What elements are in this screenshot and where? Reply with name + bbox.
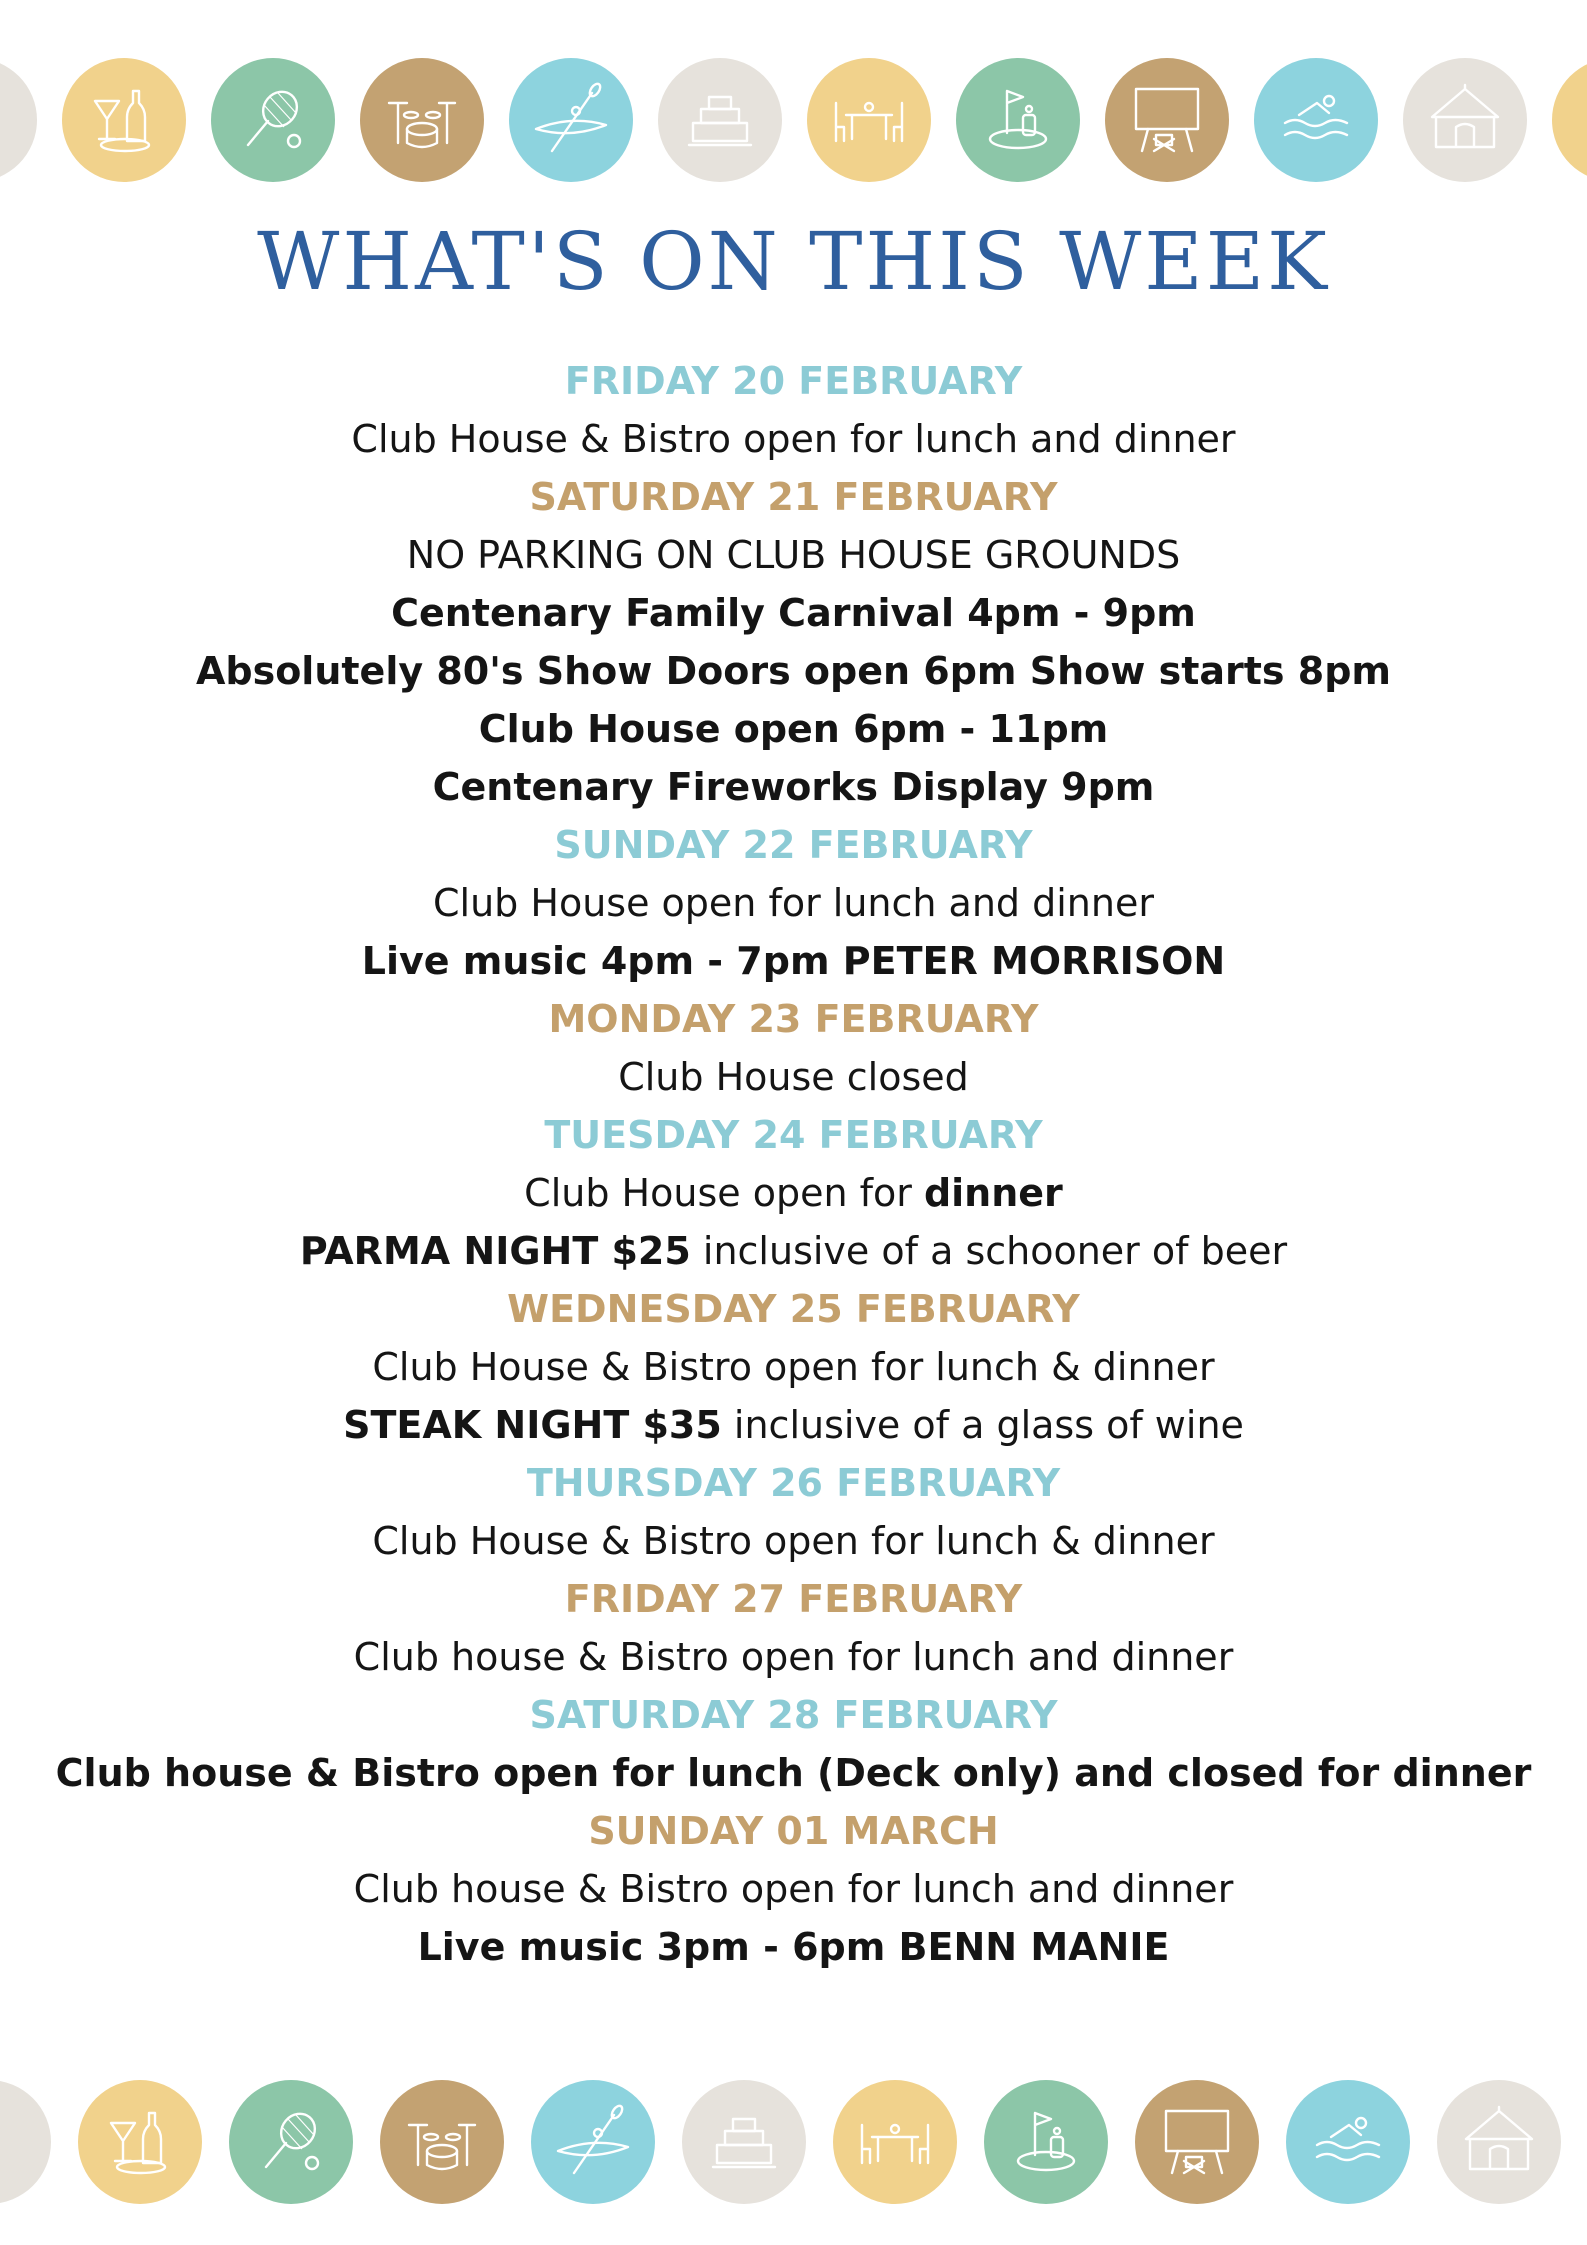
golf-icon	[956, 58, 1080, 182]
event-text: inclusive of a schooner of beer	[690, 1229, 1288, 1273]
event-line: Live music 4pm - 7pm PETER MORRISON	[361, 939, 1226, 983]
day-heading: WEDNESDAY 25 FEBRUARY	[507, 1287, 1080, 1331]
event-line: Club house & Bistro open for lunch (Deck only) and closed for dinner	[55, 1751, 1532, 1795]
swimming-icon	[1286, 2080, 1410, 2204]
event-line: NO PARKING ON CLUB HOUSE GROUNDS	[406, 533, 1181, 577]
day-heading: MONDAY 23 FEBRUARY	[548, 997, 1039, 1041]
dining-table-icon	[807, 58, 931, 182]
event-line: Club House & Bistro open for lunch and dinner	[351, 417, 1236, 461]
event-text: inclusive of a glass of wine	[721, 1403, 1244, 1447]
top-icon-banner	[0, 58, 1587, 188]
day-heading: TUESDAY 24 FEBRUARY	[544, 1113, 1043, 1157]
day-heading: SUNDAY 22 FEBRUARY	[554, 823, 1033, 867]
dining-table-icon	[833, 2080, 957, 2204]
event-line: Club House & Bistro open for lunch & dinner	[372, 1519, 1215, 1563]
day-heading: SATURDAY 28 FEBRUARY	[529, 1693, 1058, 1737]
event-line	[0, 1396, 1587, 1454]
marquee-tent-icon	[1437, 2080, 1561, 2204]
event-line: Club house & Bistro open for lunch and dinner	[353, 1635, 1234, 1679]
decorative-circle	[0, 2080, 51, 2204]
day-heading: FRIDAY 20 FEBRUARY	[564, 359, 1023, 403]
kayak-icon	[531, 2080, 655, 2204]
event-line: Centenary Family Carnival 4pm - 9pm	[391, 591, 1196, 635]
event-line: Club House & Bistro open for lunch & dinner	[372, 1345, 1215, 1389]
drum-kit-icon	[360, 58, 484, 182]
event-text: Club House open for	[524, 1171, 924, 1215]
event-line: Club house & Bistro open for lunch and dinner	[353, 1867, 1234, 1911]
event-line: Centenary Fireworks Display 9pm	[432, 765, 1155, 809]
event-line: Live music 3pm - 6pm BENN MANIE	[417, 1925, 1170, 1969]
decorative-circle	[0, 58, 37, 182]
event-highlight: dinner	[923, 1171, 1063, 1215]
kayak-icon	[509, 58, 633, 182]
wedding-cake-icon	[658, 58, 782, 182]
swimming-icon	[1254, 58, 1378, 182]
page-title: WHAT'S ON THIS WEEK	[257, 215, 1330, 308]
cinema-screen-icon	[1105, 58, 1229, 182]
event-line: Club House open 6pm - 11pm	[478, 707, 1109, 751]
coffee-cup-icon	[1552, 58, 1587, 182]
day-heading: SUNDAY 01 MARCH	[588, 1809, 999, 1853]
cinema-screen-icon	[1135, 2080, 1259, 2204]
bottom-icon-banner	[0, 2080, 1587, 2210]
marquee-tent-icon	[1403, 58, 1527, 182]
tennis-icon	[211, 58, 335, 182]
day-heading: FRIDAY 27 FEBRUARY	[564, 1577, 1023, 1621]
drum-kit-icon	[380, 2080, 504, 2204]
event-line: Club House closed	[618, 1055, 969, 1099]
weekly-schedule	[0, 352, 1587, 1976]
event-highlight: PARMA NIGHT $25	[299, 1229, 691, 1273]
event-highlight: STEAK NIGHT $35	[343, 1403, 722, 1447]
day-heading: THURSDAY 26 FEBRUARY	[526, 1461, 1061, 1505]
cocktail-wine-icon	[62, 58, 186, 182]
event-line	[0, 1164, 1587, 1222]
tennis-icon	[229, 2080, 353, 2204]
event-line: Club House open for lunch and dinner	[433, 881, 1154, 925]
cocktail-wine-icon	[78, 2080, 202, 2204]
golf-icon	[984, 2080, 1108, 2204]
event-line	[0, 1222, 1587, 1280]
wedding-cake-icon	[682, 2080, 806, 2204]
event-line: Absolutely 80's Show Doors open 6pm Show starts 8pm	[195, 649, 1392, 693]
day-heading: SATURDAY 21 FEBRUARY	[529, 475, 1058, 519]
